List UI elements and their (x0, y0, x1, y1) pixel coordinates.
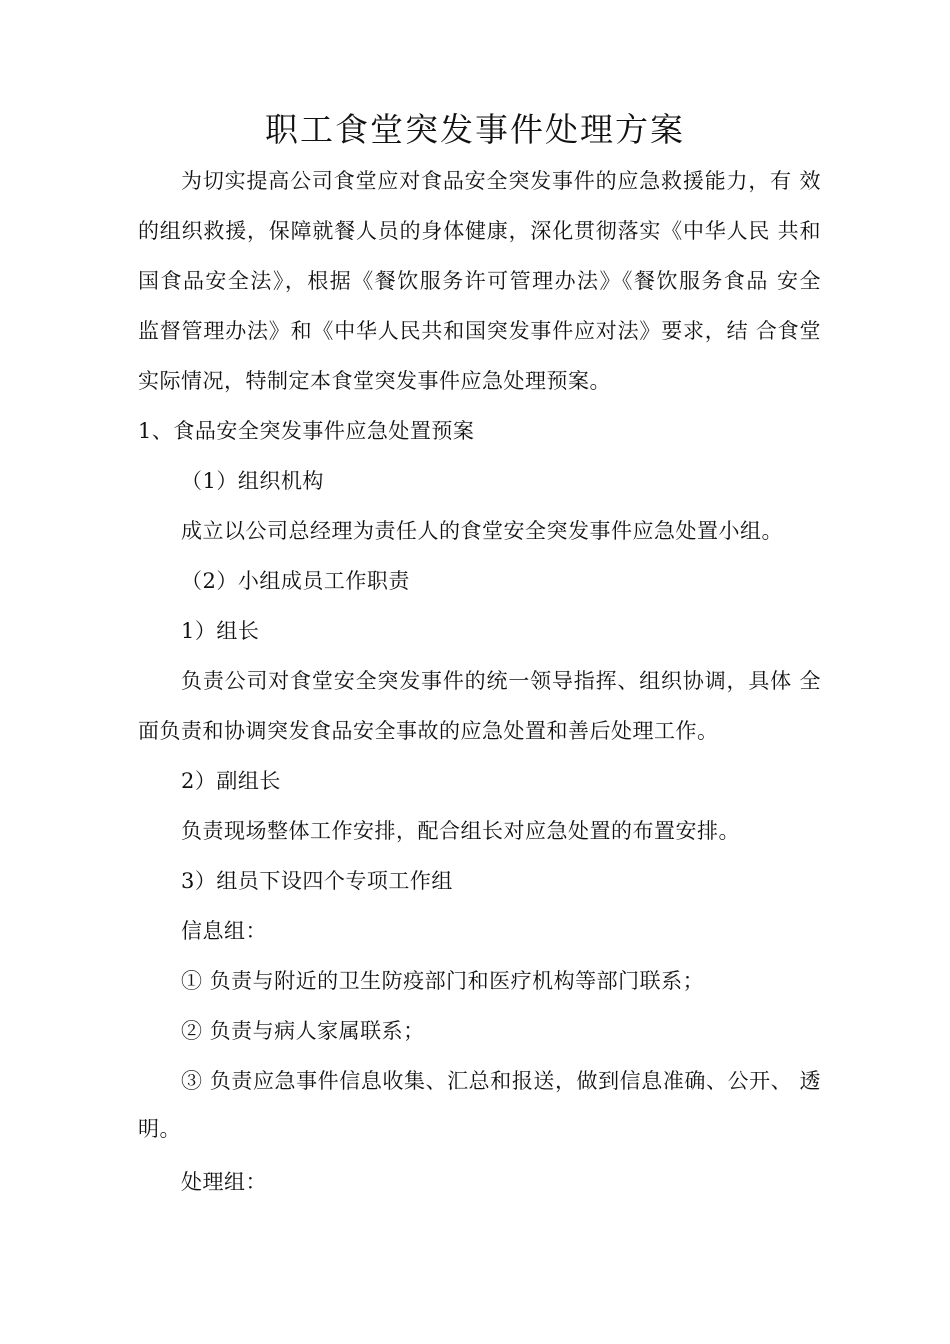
intro-line-3: 国食品安全法》，根据《餐饮服务许可管理办法》《餐饮服务食品 安全 (138, 269, 821, 293)
handling-group-heading: 处理组： (181, 1170, 267, 1194)
organization-text: 成立以公司总经理为责任人的食堂安全突发事件应急处置小组。 (181, 519, 783, 543)
subsection-heading-organization: （1）组织机构 (181, 469, 324, 493)
info-item-2: ② 负责与病人家属联系； (181, 1019, 425, 1043)
document-title: 职工食堂突发事件处理方案 (265, 110, 685, 149)
intro-line-2: 的组织救援，保障就餐人员的身体健康，深化贯彻落实《中华人民 共和 (138, 219, 821, 243)
leader-text-line-1: 负责公司对食堂安全突发事件的统一领导指挥、组织协调，具体 全 (181, 669, 821, 693)
info-item-3-continued: 明。 (138, 1117, 181, 1141)
section-heading: 1、食品安全突发事件应急处置预案 (138, 419, 475, 443)
intro-line-1: 为切实提高公司食堂应对食品安全突发事件的应急救援能力，有 效 (181, 169, 821, 193)
info-item-1: ① 负责与附近的卫生防疫部门和医疗机构等部门联系； (181, 969, 705, 993)
info-item-3: ③ 负责应急事件信息收集、汇总和报送，做到信息准确、公开、 透 (181, 1069, 821, 1093)
info-group-heading: 信息组： (181, 919, 267, 943)
item-heading-leader: 1）组长 (181, 619, 260, 643)
leader-text-line-2: 面负责和协调突发食品安全事故的应急处置和善后处理工作。 (138, 719, 719, 743)
intro-line-4: 监督管理办法》和《中华人民共和国突发事件应对法》要求，结 合食堂 (138, 319, 821, 343)
item-heading-deputy: 2）副组长 (181, 769, 281, 793)
item-heading-members: 3）组员下设四个专项工作组 (181, 869, 453, 893)
intro-line-5: 实际情况，特制定本食堂突发事件应急处理预案。 (138, 369, 611, 393)
deputy-text: 负责现场整体工作安排，配合组长对应急处置的布置安排。 (181, 819, 740, 843)
subsection-heading-duties: （2）小组成员工作职责 (181, 569, 410, 593)
